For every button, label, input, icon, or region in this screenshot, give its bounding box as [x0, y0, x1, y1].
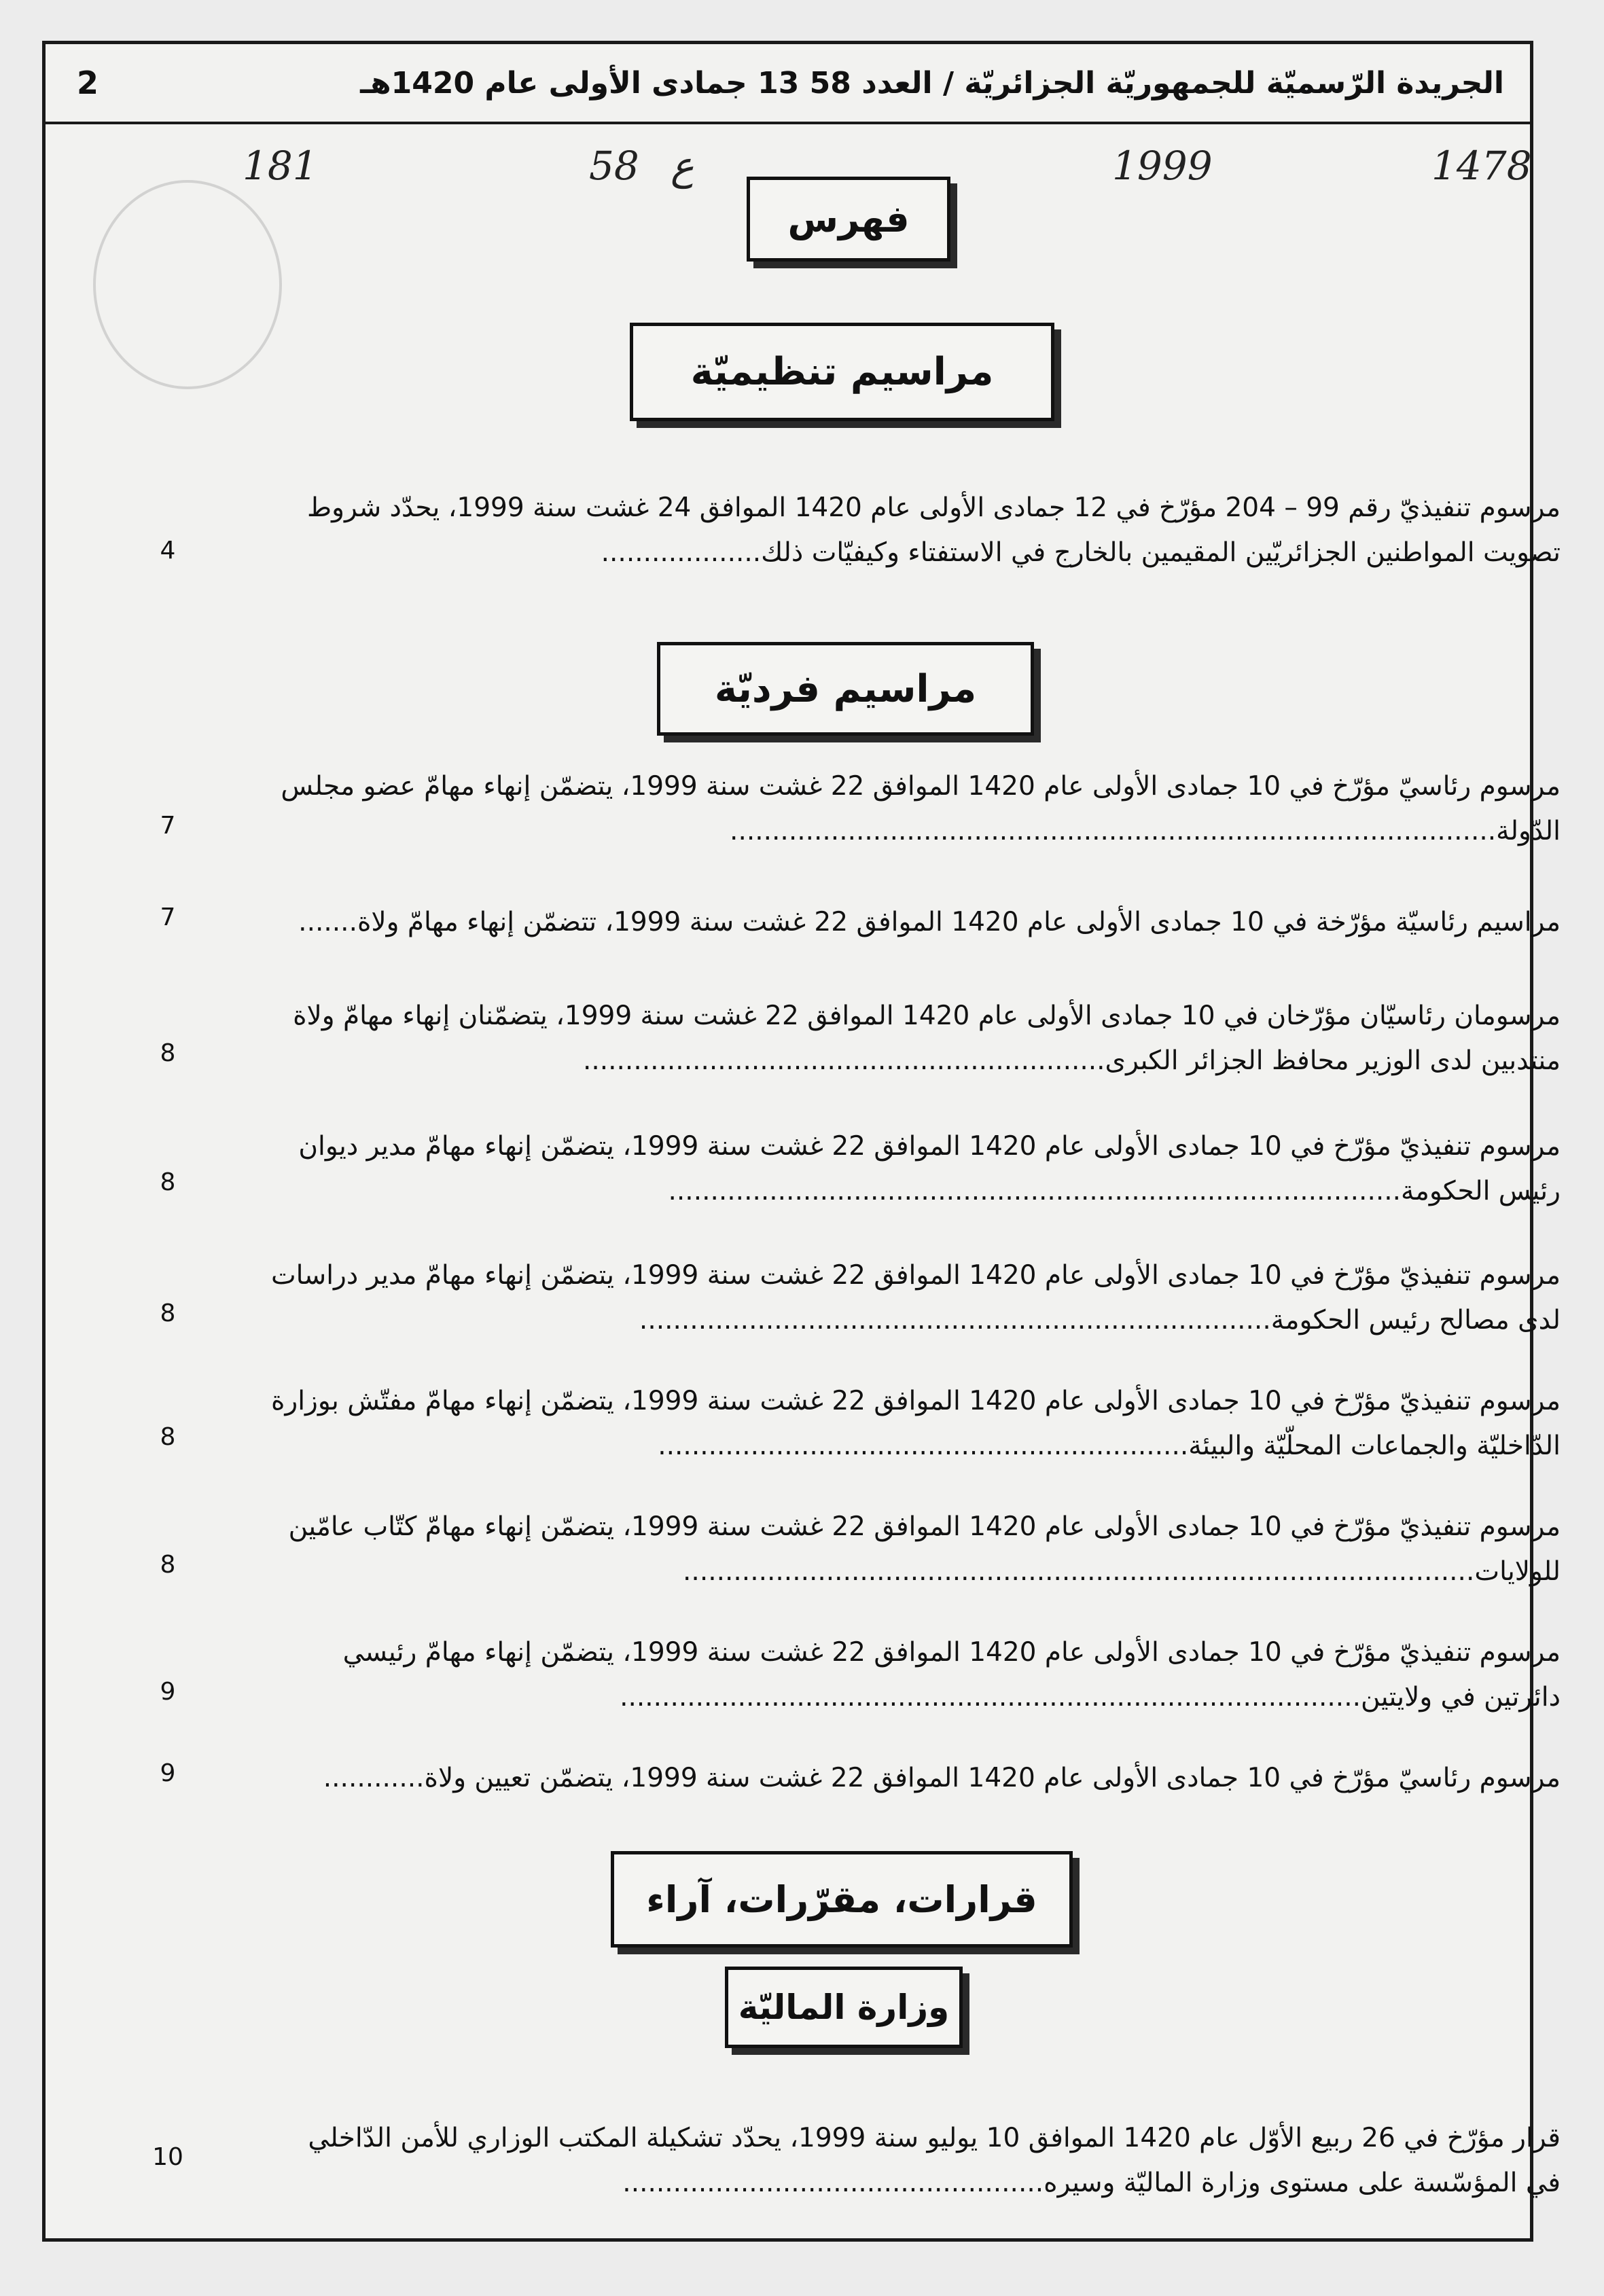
- toc-entry-10[interactable]: مرسوم رئاسيّ مؤرّخ في 10 جمادى الأولى عام 1420 الموافق 22 غشت سنة 1999، يتضمّن تعيين ولاة............: [323, 1763, 1561, 1793]
- ministry-finance-title: وزارة الماليّة: [738, 1988, 950, 2027]
- entry-line: مراسيم رئاسيّة مؤرّخة في 10 جمادى الأولى عام 1420 الموافق 22 غشت سنة 1999، تتضمّن إنهاء مهامّ ولاة.: [349, 907, 1561, 937]
- entry-line: الدّولة.: [1487, 816, 1561, 846]
- regulatory-decrees-box: [630, 323, 1054, 421]
- toc-entry-4[interactable]: مرسومان رئاسيّان مؤرّخان في 10 جمادى الأولى عام 1420 الموافق 22 غشت سنة 1999، يتضمّنان إنهاء مهامّ ولاة منتدبين لدى الوزير محافظ الجزائر الكبرى..............................................................: [141, 994, 1561, 1083]
- toc-page-number: 4: [160, 537, 176, 564]
- entry-line: مرسوم تنفيذيّ مؤرّخ في 10 جمادى الأولى عام 1420 الموافق 22 غشت سنة 1999، يتضمّن إنهاء مهامّ مدير ديوان: [298, 1131, 1561, 1162]
- toc-page-number: 8: [160, 1299, 176, 1327]
- handwritten-issue: 58: [589, 143, 639, 189]
- entry-line: مرسومان رئاسيّان مؤرّخان في 10 جمادى الأولى عام 1420 الموافق 22 غشت سنة 1999، يتضمّنان إنهاء مهامّ ولاة: [293, 1001, 1561, 1031]
- entry-line: دائرتين في ولايتين.: [1352, 1682, 1561, 1712]
- entry-line: تصويت المواطنين الجزائريّين المقيمين بالخارج في الاستفتاء وكيفيّات ذلك.: [752, 537, 1561, 568]
- toc-page-number: 8: [160, 1551, 176, 1579]
- individual-decrees-title: مراسيم فرديّة: [714, 666, 977, 711]
- handwritten-letter: ع: [671, 143, 694, 189]
- entry-line: للولايات.: [1465, 1556, 1561, 1587]
- entry-line: لدى مصالح رئيس الحكومة.: [1262, 1305, 1561, 1335]
- entry-line: الدّاخليّة والجماعات المحلّيّة والبيئة.: [1179, 1431, 1561, 1461]
- toc-entry-9[interactable]: مرسوم تنفيذيّ مؤرّخ في 10 جمادى الأولى عام 1420 الموافق 22 غشت سنة 1999، يتضمّن إنهاء مهامّ رئيسي دائرتين في ولايتين........................................................................................: [141, 1630, 1561, 1720]
- handwritten-number-e: 181: [243, 143, 318, 189]
- decisions-title: قرارات، مقرّرات، آراء: [646, 1878, 1037, 1921]
- toc-page-number: 8: [160, 1423, 176, 1451]
- entry-line: رئيس الحكومة.: [1392, 1176, 1561, 1206]
- decisions-box: [611, 1851, 1073, 1948]
- index-title: فهرس: [787, 198, 910, 240]
- entry-line: مرسوم تنفيذيّ مؤرّخ في 10 جمادى الأولى عام 1420 الموافق 22 غشت سنة 1999، يتضمّن إنهاء مهامّ كتّاب عامّين: [288, 1511, 1561, 1542]
- entry-line: مرسوم تنفيذيّ مؤرّخ في 10 جمادى الأولى عام 1420 الموافق 22 غشت سنة 1999، يتضمّن إنهاء مهامّ رئيسي: [342, 1637, 1561, 1668]
- entry-line: منتدبين لدى الوزير محافظ الجزائر الكبرى.: [1097, 1045, 1561, 1076]
- entry-line: مرسوم رئاسيّ مؤرّخ في 10 جمادى الأولى عام 1420 الموافق 22 غشت سنة 1999، يتضمّن إنهاء مهامّ عضو مجلس: [281, 771, 1561, 802]
- header-title: الجريدة الرّسميّة للجمهوريّة الجزائريّة / العدد 58 13 جمادى الأولى عام 1420هـ: [360, 65, 1504, 101]
- toc-entry-6[interactable]: مرسوم تنفيذيّ مؤرّخ في 10 جمادى الأولى عام 1420 الموافق 22 غشت سنة 1999، يتضمّن إنهاء مهامّ مدير دراسات لدى مصالح رئيس الحكومة...........................................................................: [141, 1253, 1561, 1343]
- toc-page-number: 8: [160, 1168, 176, 1196]
- toc-page-number: 7: [160, 903, 176, 931]
- index-title-box: [747, 177, 950, 262]
- entry-line: مرسوم تنفيذيّ مؤرّخ في 10 جمادى الأولى عام 1420 الموافق 22 غشت سنة 1999، يتضمّن إنهاء مهامّ مدير دراسات: [270, 1260, 1561, 1291]
- toc-entry-11[interactable]: قرار مؤرّخ في 26 ربيع الأوّل عام 1420 الموافق 10 يوليو سنة 1999، يحدّد تشكيلة المكتب الوزاري للأمن الدّاخلي في المؤسّسة على مستوى وزارة الماليّة وسيره..................................................: [141, 2116, 1561, 2206]
- toc-page-number: 10: [152, 2143, 183, 2171]
- header-page-number: 2: [77, 65, 99, 101]
- toc-entry-3[interactable]: مراسيم رئاسيّة مؤرّخة في 10 جمادى الأولى عام 1420 الموافق 22 غشت سنة 1999، تتضمّن إنهاء مهامّ ولاة.......: [298, 907, 1561, 937]
- entry-line: قرار مؤرّخ في 26 ربيع الأوّل عام 1420 الموافق 10 يوليو سنة 1999، يحدّد تشكيلة المكتب الوزاري للأمن الدّاخلي: [308, 2123, 1561, 2153]
- toc-entry-8[interactable]: مرسوم تنفيذيّ مؤرّخ في 10 جمادى الأولى عام 1420 الموافق 22 غشت سنة 1999، يتضمّن إنهاء مهامّ كتّاب عامّين للولايات..............................................................................................: [141, 1505, 1561, 1594]
- ministry-finance-box: [725, 1967, 963, 2048]
- toc-page-number: 7: [160, 812, 176, 840]
- toc-entry-5[interactable]: مرسوم تنفيذيّ مؤرّخ في 10 جمادى الأولى عام 1420 الموافق 22 غشت سنة 1999، يتضمّن إنهاء مهامّ مدير ديوان رئيس الحكومة.......................................................................................: [141, 1124, 1561, 1214]
- toc-entry-7[interactable]: مرسوم تنفيذيّ مؤرّخ في 10 جمادى الأولى عام 1420 الموافق 22 غشت سنة 1999، يتضمّن إنهاء مهامّ مفتّش بوزارة الدّاخليّة والجماعات المحلّيّة والبيئة...............................................................: [141, 1379, 1561, 1469]
- toc-entry-1[interactable]: مرسوم تنفيذيّ رقم 99 – 204 مؤرّخ في 12 جمادى الأولى عام 1420 الموافق 24 غشت سنة 1999، يحدّد شروط تصويت المواطنين الجزائريّين المقيمين بالخارج في الاستفتاء وكيفيّات ذلك...................: [141, 486, 1561, 575]
- individual-decrees-box: [657, 642, 1034, 736]
- toc-entry-2[interactable]: مرسوم رئاسيّ مؤرّخ في 10 جمادى الأولى عام 1420 الموافق 22 غشت سنة 1999، يتضمّن إنهاء مهامّ عضو مجلس الدّولة...........................................................................................: [141, 764, 1561, 854]
- handwritten-year: 1999: [1112, 143, 1213, 189]
- entry-line: مرسوم تنفيذيّ رقم 99 – 204 مؤرّخ في 12 جمادى الأولى عام 1420 الموافق 24 غشت سنة 1999، يحدّد شروط: [307, 492, 1561, 523]
- toc-page-number: 9: [160, 1678, 176, 1706]
- entry-line: مرسوم تنفيذيّ مؤرّخ في 10 جمادى الأولى عام 1420 الموافق 22 غشت سنة 1999، يتضمّن إنهاء مهامّ مفتّش بوزارة: [270, 1386, 1561, 1416]
- entry-line: مرسوم رئاسيّ مؤرّخ في 10 جمادى الأولى عام 1420 الموافق 22 غشت سنة 1999، يتضمّن تعيين ولاة.: [416, 1763, 1561, 1793]
- gazette-page: [42, 41, 1561, 2242]
- regulatory-decrees-title: مراسيم تنظيميّة: [690, 350, 994, 394]
- entry-line: في المؤسّسة على مستوى وزارة الماليّة وسيره.: [1035, 2168, 1561, 2198]
- faded-stamp: [93, 180, 282, 389]
- toc-page-number: 9: [160, 1759, 176, 1787]
- handwritten-number-a: 1478: [1431, 143, 1532, 189]
- toc-page-number: 8: [160, 1039, 176, 1067]
- page-header: [46, 44, 1530, 124]
